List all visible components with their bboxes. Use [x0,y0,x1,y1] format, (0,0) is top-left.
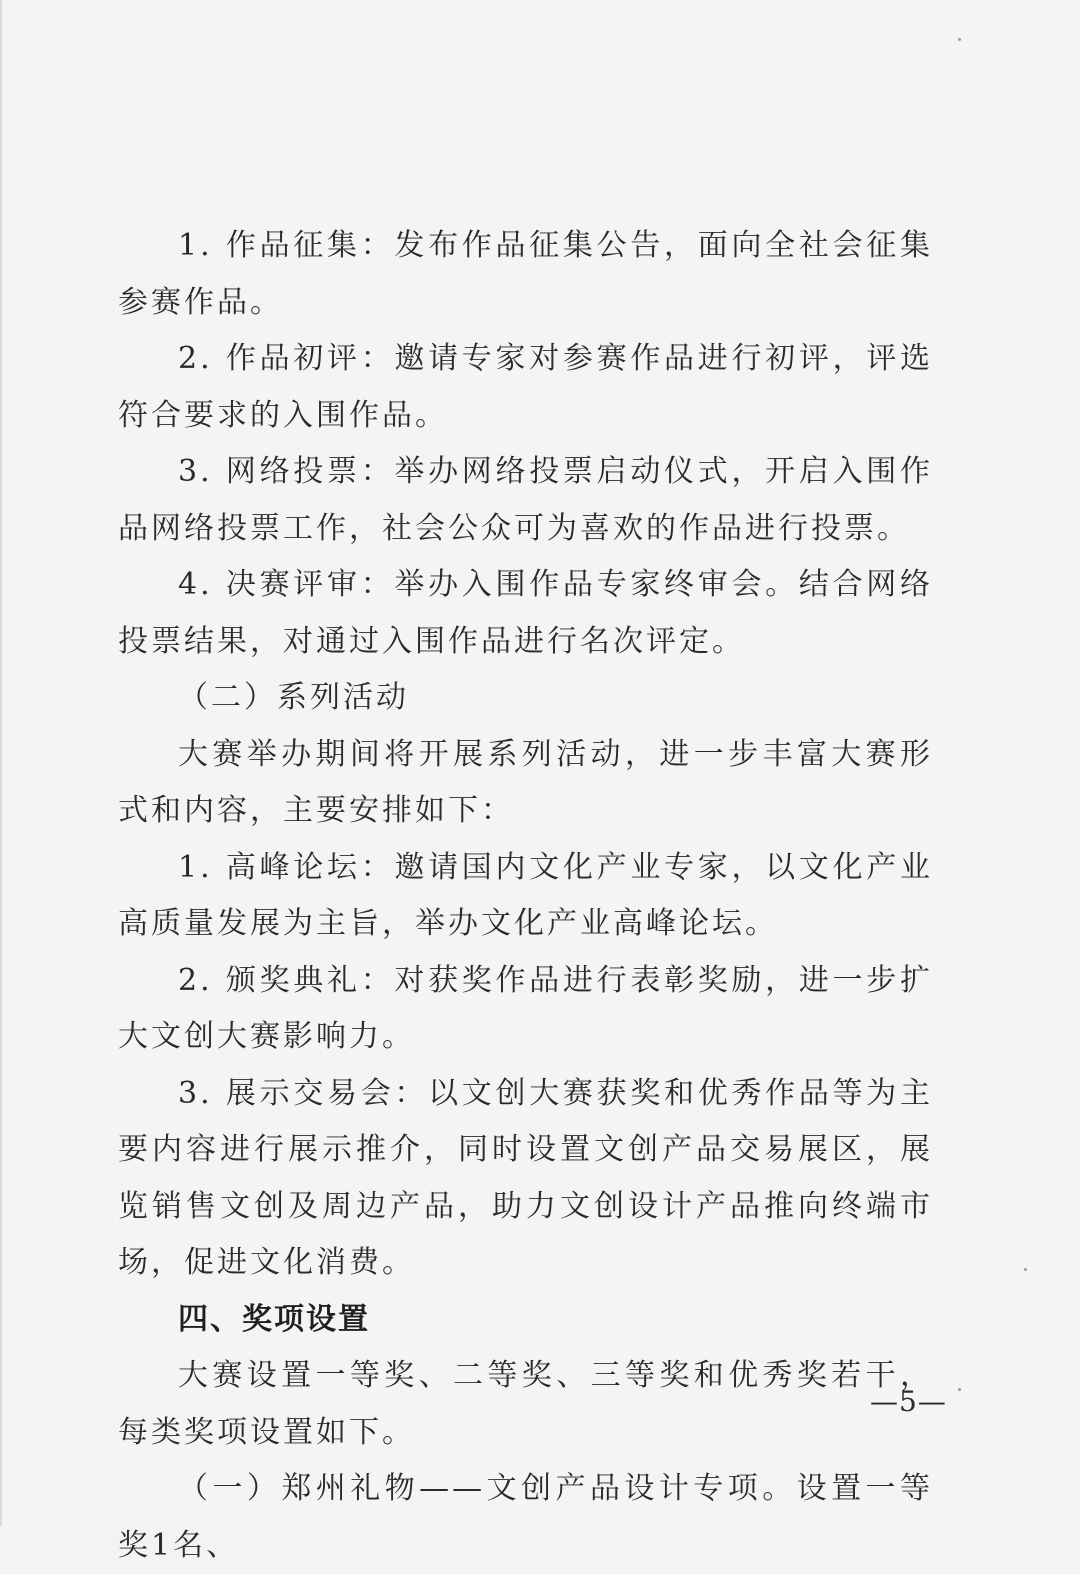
section-heading-awards: 四、奖项设置 [178,1301,370,1337]
scan-speck [958,38,961,41]
paragraph-zhengzhou-gift: （一）郑州礼物——文创产品设计专项。设置一等奖1名、 [118,1471,933,1563]
page-number: —5— [870,1385,947,1418]
page-edge [0,0,2,1526]
paragraph-final-review: 4. 决赛评审：举办入围作品专家终审会。结合网络投票结果，对通过入围作品进行名次评定。 [118,567,933,659]
scan-speck [958,1388,961,1391]
document-body [118,218,933,1574]
paragraph-award-ceremony: 2. 颁奖典礼：对获奖作品进行表彰奖励，进一步扩大文创大赛影响力。 [118,962,933,1054]
paragraph-activities-intro: 大赛举办期间将开展系列活动，进一步丰富大赛形式和内容，主要安排如下： [118,736,933,828]
paragraph-preliminary-review: 2. 作品初评：邀请专家对参赛作品进行初评，评选符合要求的入围作品。 [118,341,933,433]
paragraph-exhibition-fair: 3. 展示交易会：以文创大赛获奖和优秀作品等为主要内容进行展示推介，同时设置文创产品交易展区，展览销售文创及周边产品，助力文创设计产品推向终端市场，促进文化消费。 [118,1075,933,1280]
paragraph-awards-intro: 大赛设置一等奖、二等奖、三等奖和优秀奖若干，每类奖项设置如下。 [118,1358,933,1450]
paragraph-collection: 1. 作品征集：发布作品征集公告，面向全社会征集参赛作品。 [118,228,933,320]
paragraph-summit-forum: 1. 高峰论坛：邀请国内文化产业专家，以文化产业高质量发展为主旨，举办文化产业高峰论坛。 [118,849,933,941]
paragraph-online-voting: 3. 网络投票：举办网络投票启动仪式，开启入围作品网络投票工作，社会公众可为喜欢的作品进行投票。 [118,454,933,546]
scan-speck [1024,1268,1027,1271]
subheading-series-activities: （二）系列活动 [178,680,409,715]
